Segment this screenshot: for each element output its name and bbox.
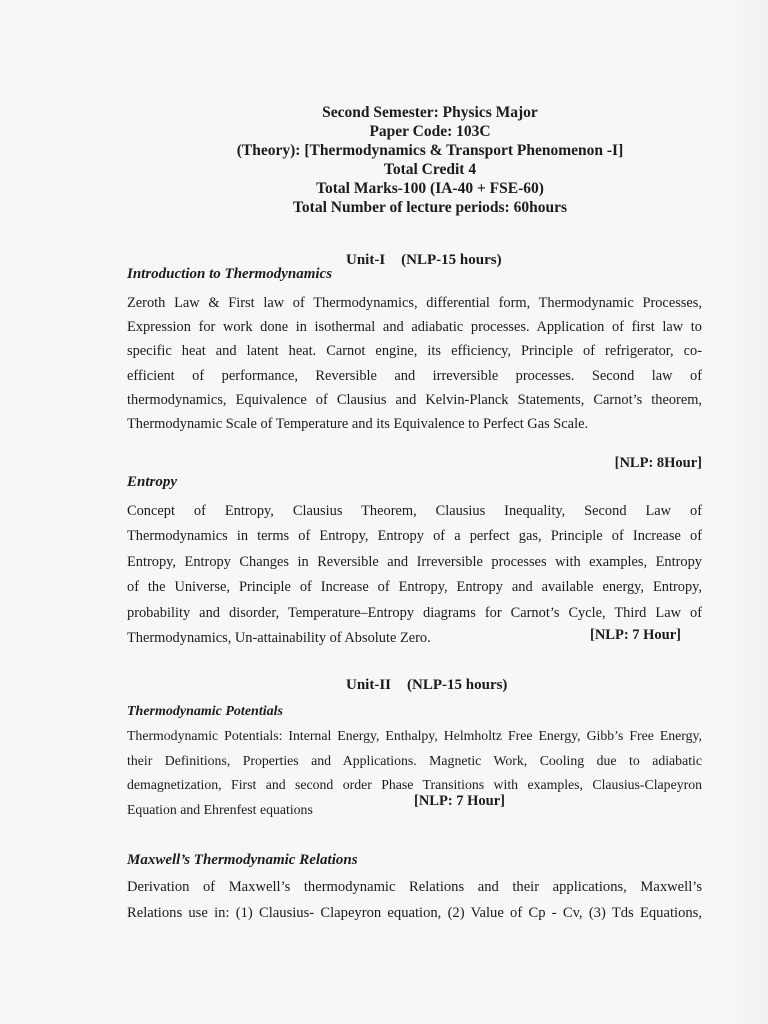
- text-line: Thermodynamics, Un-attainability of Absolute Zero.: [127, 630, 431, 647]
- nlp-hours-potentials: [NLP: 7 Hour]: [414, 793, 506, 809]
- header-lecture-periods: Total Number of lecture periods: 60hours: [293, 199, 567, 216]
- header-marks: Total Marks-100 (IA-40 + FSE-60): [316, 180, 544, 197]
- text-line: Derivation of Maxwell’s thermodynamic Relations and their applications, Maxwell’s: [127, 879, 702, 895]
- text-line: their Definitions, Properties and Applications. Magnetic Work, Cooling due to adiabatic: [127, 752, 702, 768]
- text-line: efficient of performance, Reversible and irreversible processes. Second law of: [127, 367, 702, 384]
- unit-1-label: Unit-I: [346, 252, 386, 268]
- text-line: Equation and Ehrenfest equations: [127, 801, 313, 817]
- section-heading-entropy: Entropy: [127, 474, 178, 490]
- header-theory-title: (Theory): [Thermodynamics & Transport Phenomenon -I]: [236, 142, 624, 159]
- text-line: Expression for work done in isothermal and adiabatic processes. Application of first law to: [127, 319, 702, 336]
- text-line: thermodynamics, Equivalence of Clausius and Kelvin-Planck Statements, Carnot’s theorem,: [127, 391, 702, 408]
- section-heading-potentials: Thermodynamic Potentials: [127, 704, 283, 719]
- unit-2-title: [346, 677, 507, 694]
- text-line: probability and disorder, Temperature–Entropy diagrams for Carnot’s Cycle, Third Law of: [127, 604, 702, 621]
- text-line: Thermodynamics in terms of Entropy, Entropy of a perfect gas, Principle of Increase of: [127, 528, 702, 545]
- section-heading-maxwell: Maxwell’s Thermodynamic Relations: [127, 852, 358, 868]
- text-line: specific heat and latent heat. Carnot engine, its efficiency, Principle of refrigerator, co-: [127, 343, 702, 360]
- nlp-hours-introduction: [NLP: 8Hour]: [614, 455, 702, 471]
- text-line: Entropy, Entropy Changes in Reversible and Irreversible processes with examples, Entropy: [127, 553, 702, 570]
- text-line: Zeroth Law & First law of Thermodynamics, differential form, Thermodynamic Processes,: [127, 295, 702, 311]
- text-line: of the Universe, Principle of Increase of Entropy, Entropy and available energy, Entropy,: [127, 579, 702, 596]
- text-line: Thermodynamic Potentials: Internal Energy, Enthalpy, Helmholtz Free Energy, Gibb’s Free Energy,: [127, 728, 702, 743]
- text-line: demagnetization, First and second order Phase Transitions with examples, Clausius-Clapeyron: [127, 777, 702, 792]
- unit-2-hours: (NLP-15 hours): [407, 677, 508, 693]
- document-header: [200, 103, 660, 217]
- unit-1-hours: (NLP-15 hours): [401, 252, 502, 268]
- section-body-introduction: [127, 291, 702, 436]
- text-line: Thermodynamic Scale of Temperature and its Equivalence to Perfect Gas Scale.: [127, 416, 589, 433]
- section-heading-introduction: Introduction to Thermodynamics: [127, 266, 333, 282]
- unit-1-title: [346, 252, 502, 269]
- page-edge-shadow: [730, 0, 768, 1024]
- header-semester: Second Semester: Physics Major: [322, 104, 538, 121]
- header-credit: Total Credit 4: [383, 161, 477, 178]
- text-line: Relations use in: (1) Clausius- Clapeyron equation, (2) Value of Cp - Cv, (3) Tds Equations,: [127, 905, 702, 921]
- header-paper-code: Paper Code: 103C: [369, 123, 491, 140]
- text-line: Concept of Entropy, Clausius Theorem, Clausius Inequality, Second Law of: [127, 503, 702, 519]
- section-body-maxwell: [127, 874, 702, 926]
- nlp-hours-entropy: [NLP: 7 Hour]: [590, 627, 682, 643]
- unit-2-label: Unit-II: [346, 677, 392, 693]
